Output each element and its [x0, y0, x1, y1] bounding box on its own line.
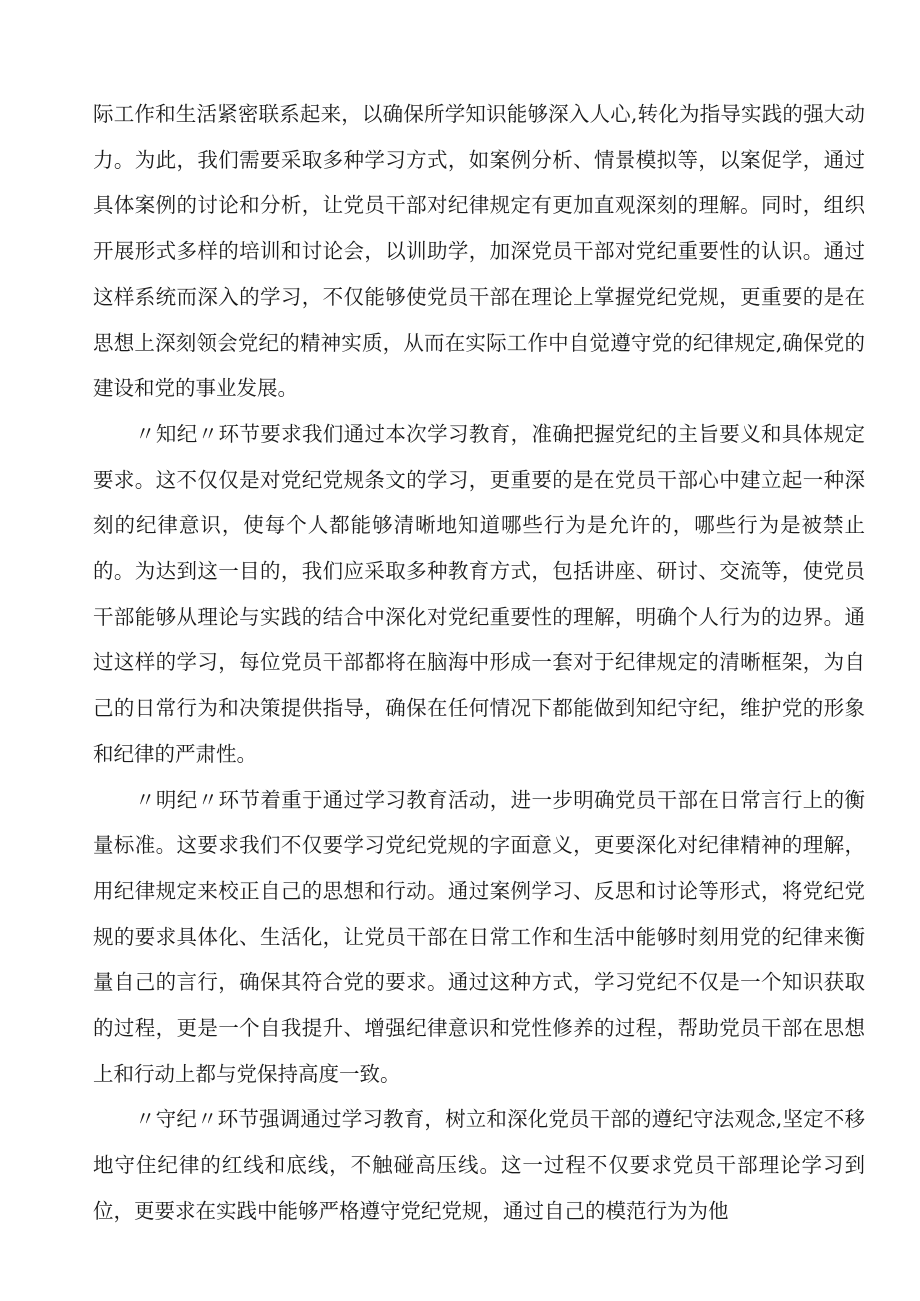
paragraph-4-shouji: 〃守纪〃环节强调通过学习教育，树立和深化党员干部的遵纪守法观念,坚定不移地守住纪律的红线和底线，不触碰高压线。这一过程不仅要求党员干部理论学习到位，更要求在实践中能够严格遵守党纪党规，通过自己的模范行为为他	[93, 1107, 865, 1223]
document-body	[93, 92, 865, 1235]
paragraph-2-zhiji: 〃知纪〃环节要求我们通过本次学习教育，准确把握党纪的主旨要义和具体规定要求。这不仅仅是对党纪党规条文的学习，更重要的是在党员干部心中建立起一种深刻的纪律意识，使每个人都能够清晰地知道哪些行为是允许的，哪些行为是被禁止的。为达到这一目的，我们应采取多种教育方式，包括讲座、研讨、交流等，使党员干部能够从理论与实践的结合中深化对党纪重要性的理解，明确个人行为的边界。通过这样的学习，每位党员干部都将在脑海中形成一套对于纪律规定的清晰框架，为自己的日常行为和决策提供指导，确保在任何情况下都能做到知纪守纪，维护党的形象和纪律的严肃性。	[93, 421, 865, 766]
paragraph-3-mingji: 〃明纪〃环节着重于通过学习教育活动，进一步明确党员干部在日常言行上的衡量标准。这要求我们不仅要学习党纪党规的字面意义，更要深化对纪律精神的理解，用纪律规定来校正自己的思想和行动。通过案例学习、反思和讨论等形式，将党纪党规的要求具体化、生活化，让党员干部在日常工作和生活中能够时刻用党的纪律来衡量自己的言行，确保其符合党的要求。通过这种方式，学习党纪不仅是一个知识获取的过程，更是一个自我提升、增强纪律意识和党性修养的过程，帮助党员干部在思想上和行动上都与党保持高度一致。	[93, 787, 865, 1086]
paragraph-1: 际工作和生活紧密联系起来，以确保所学知识能够深入人心,转化为指导实践的强大动力。为此，我们需要采取多种学习方式，如案例分析、情景模拟等，以案促学，通过具体案例的讨论和分析，让党员干部对纪律规定有更加直观深刻的理解。同时，组织开展形式多样的培训和讨论会，以训助学，加深党员干部对党纪重要性的认识。通过这样系统而深入的学习，不仅能够使党员干部在理论上掌握党纪党规，更重要的是在思想上深刻领会党纪的精神实质，从而在实际工作中自觉遵守党的纪律规定,确保党的建设和党的事业发展。	[93, 102, 865, 401]
